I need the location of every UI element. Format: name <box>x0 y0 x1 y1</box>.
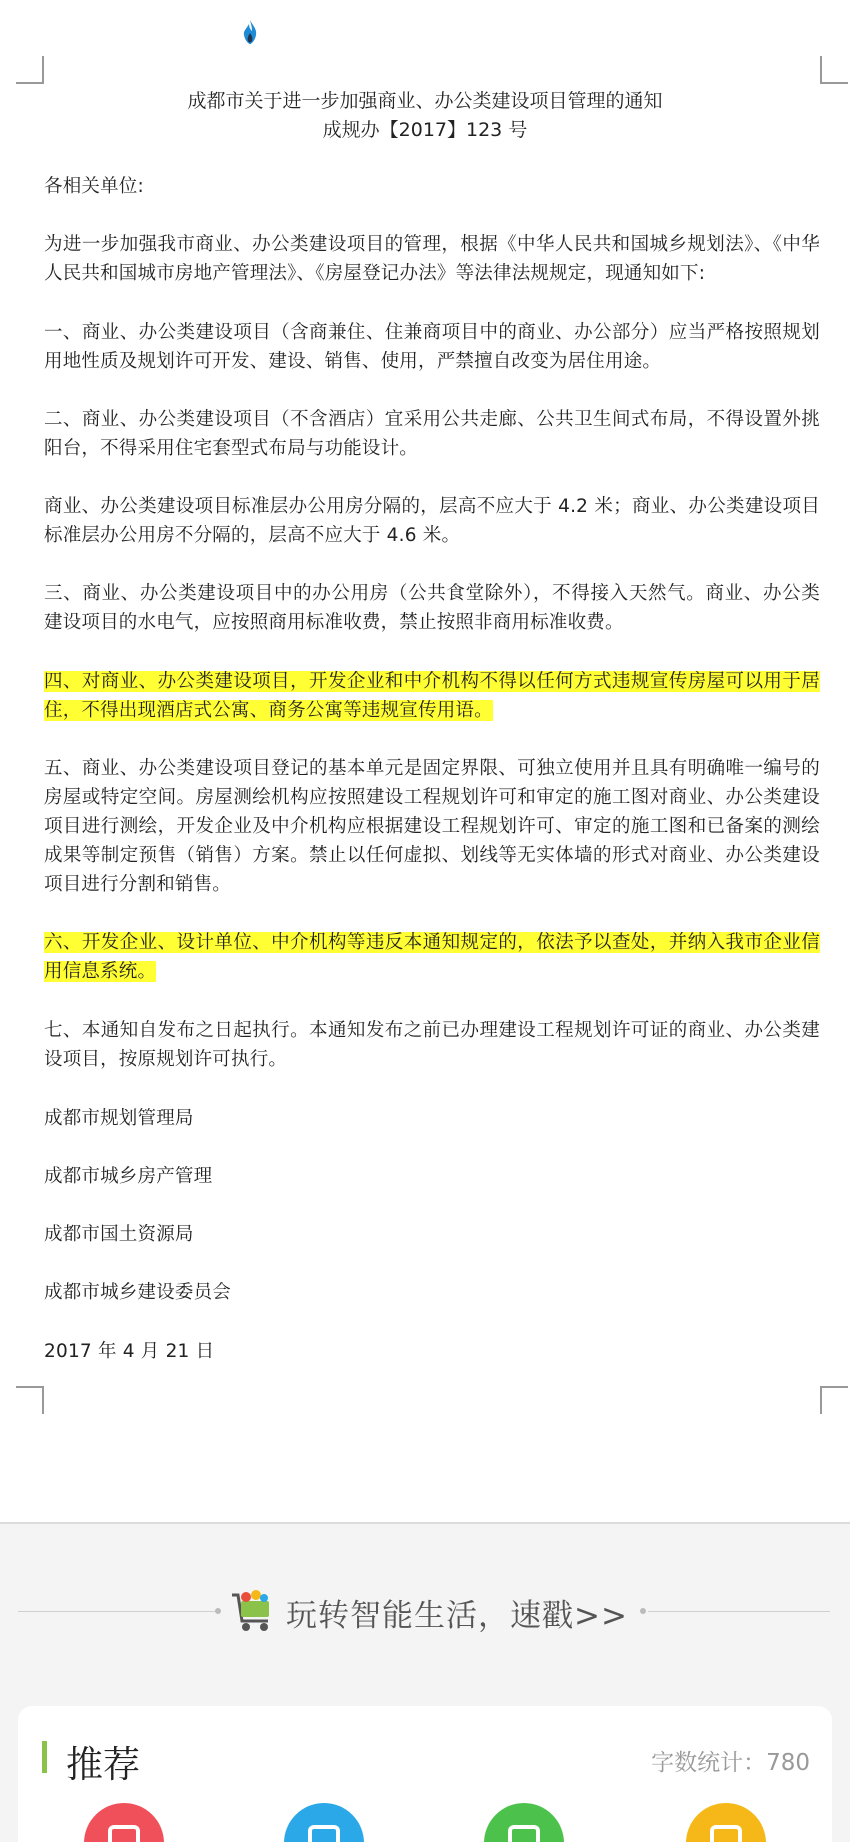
signatory: 成都市规划管理局 <box>44 1108 194 1129</box>
page-corner-mark <box>820 1386 848 1414</box>
paragraph: 五、商业、办公类建设项目登记的基本单元是固定界限、可独立使用并且具有明确唯一编号的房屋或特定空间。房屋测绘机构应按照建设工程规划许可和审定的施工图对商业、办公类建设项目进行测绘，开发企业及中介机构应根据建设工程规划许可、审定的施工图和已备案的测绘成果等制定预售（销售）方案。禁止以任何虚拟、划线等无实体墙的形式对商业、办公类建设项目进行分割和销售。 <box>44 758 820 895</box>
highlighted-paragraph <box>44 928 820 986</box>
salutation: 各相关单位: <box>44 176 144 197</box>
divider-dot <box>215 1608 221 1614</box>
signatory: 成都市国土资源局 <box>44 1224 194 1245</box>
page-corner-mark <box>16 1386 44 1414</box>
paragraph: 商业、办公类建设项目标准层办公用房分隔的，层高不应大于 4.2 米；商业、办公类建设项目标准层办公用房不分隔的，层高不应大于 4.6 米。 <box>44 496 820 546</box>
paragraph: 三、商业、办公类建设项目中的办公用房（公共食堂除外），不得接入天然气。商业、办公类建设项目的水电气，应按照商用标准收费，禁止按照非商用标准收费。 <box>44 583 820 633</box>
recommend-title: 推荐 <box>66 1743 140 1786</box>
shopping-cart-icon[interactable] <box>228 1585 276 1635</box>
signatory: 成都市城乡房产管理 <box>44 1166 213 1187</box>
paragraph: 一、商业、办公类建设项目（含商兼住、住兼商项目中的商业、办公部分）应当严格按照规划用地性质及规划许可开发、建设、销售、使用，严禁擅自改变为居住用途。 <box>44 322 820 372</box>
word-count: 字数统计：780 <box>651 1750 810 1776</box>
accent-bar <box>42 1741 47 1773</box>
paragraph: 七、本通知自发布之日起执行。本通知发布之前已办理建设工程规划许可证的商业、办公类建设项目，按原规划许可执行。 <box>44 1020 820 1070</box>
document-date: 2017 年 4 月 21 日 <box>44 1341 215 1362</box>
document-number: 成规办【2017】123 号 <box>322 119 528 141</box>
divider <box>18 1611 218 1612</box>
paragraph: 二、商业、办公类建设项目（不含酒店）宜采用公共走廊、公共卫生间式布局，不得设置外挑阳台，不得采用住宅套型式布局与功能设计。 <box>44 409 820 459</box>
page-corner-mark <box>820 56 848 84</box>
flame-icon <box>241 19 259 45</box>
highlight: 六、开发企业、设计单位、中介机构等违反本通知规定的，依法予以查处，并纳入我市企业信用信息系统。 <box>44 932 820 982</box>
divider <box>648 1611 830 1612</box>
divider-dot <box>640 1608 646 1614</box>
page-corner-mark <box>16 56 44 84</box>
signatory: 成都市城乡建设委员会 <box>44 1282 232 1303</box>
highlighted-paragraph <box>44 667 820 725</box>
highlight: 四、对商业、办公类建设项目，开发企业和中介机构不得以任何方式违规宣传房屋可以用于居住，不得出现酒店式公寓、商务公寓等违规宣传用语。 <box>44 671 820 721</box>
paragraph: 为进一步加强我市商业、办公类建设项目的管理，根据《中华人民共和国城乡规划法》、《中华人民共和国城市房地产管理法》、《房屋登记办法》等法律法规规定，现通知如下: <box>44 234 820 284</box>
promo-link[interactable]: 玩转智能生活，速戳>> <box>286 1598 628 1634</box>
document-title: 成都市关于进一步加强商业、办公类建设项目管理的通知 <box>187 90 663 112</box>
